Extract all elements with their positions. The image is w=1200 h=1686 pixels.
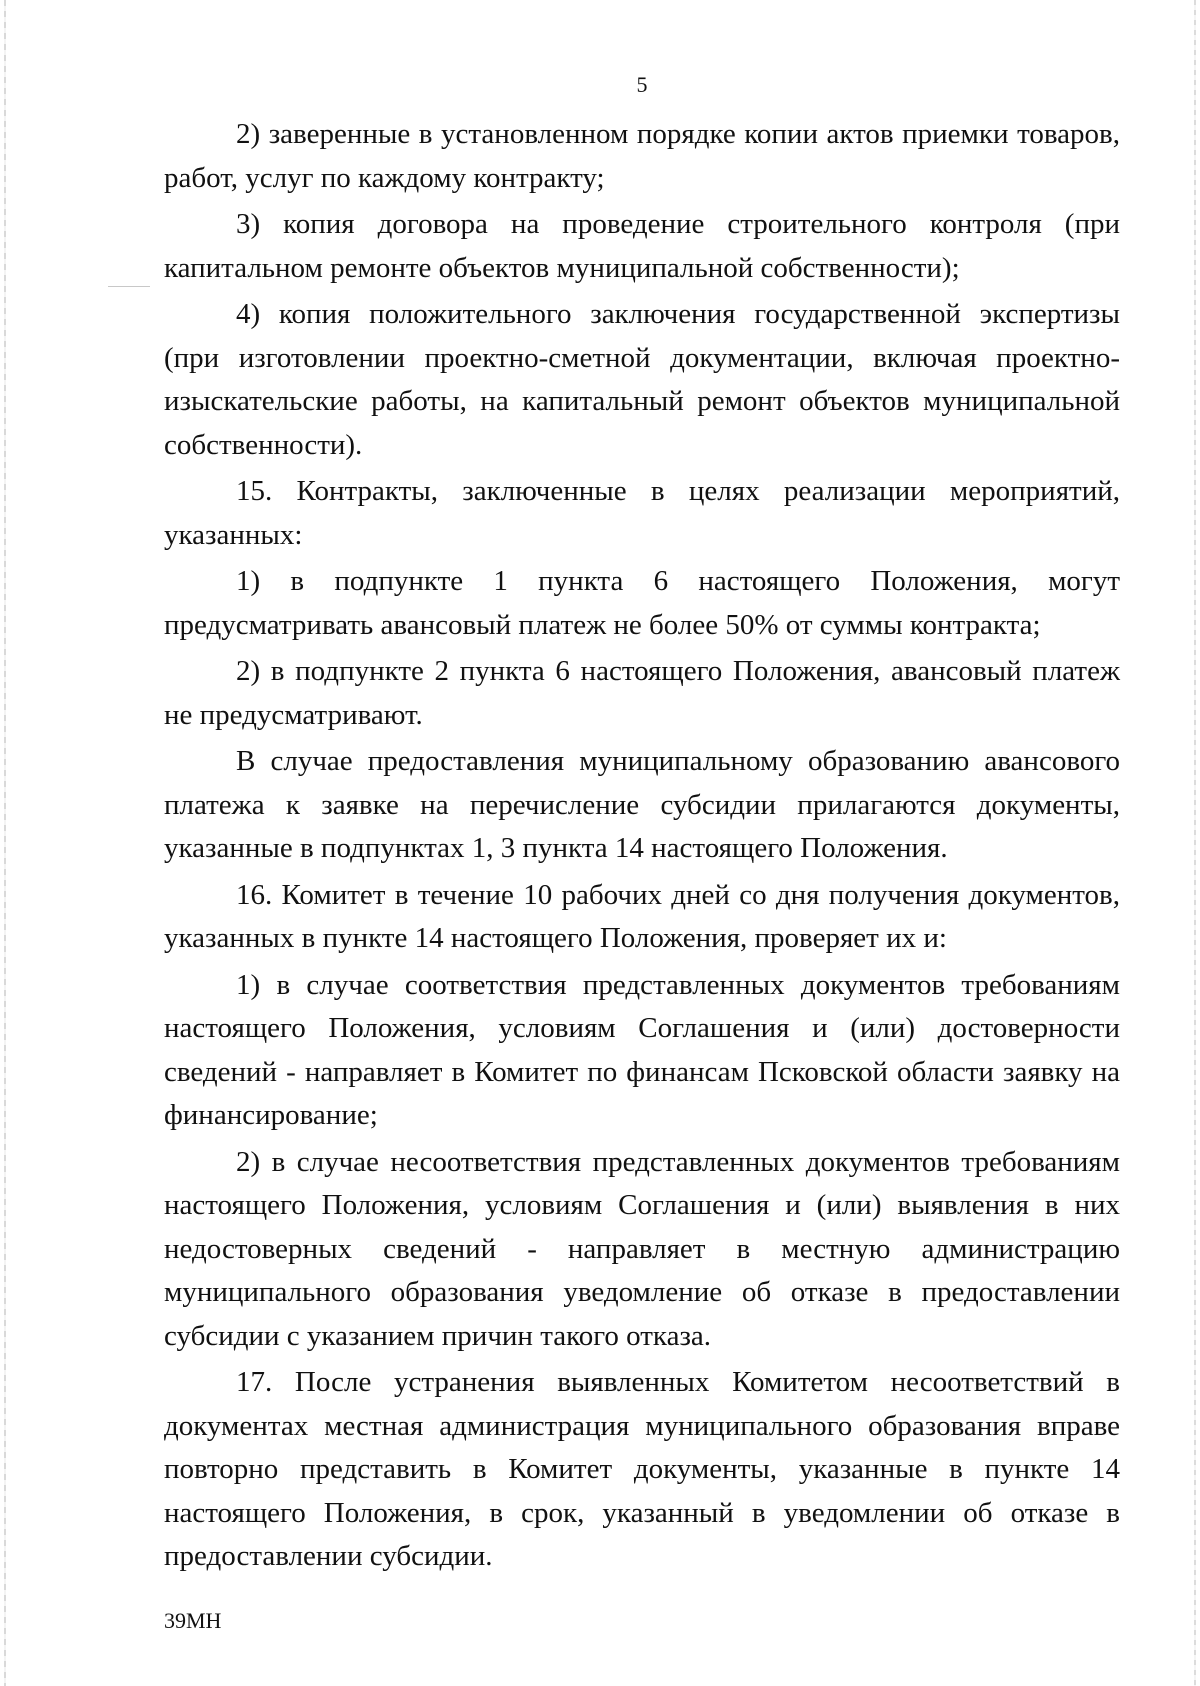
paragraph-15-subitem-1: 1) в подпункте 1 пункта 6 настоящего Положения, могут предусматривать авансовый платеж не более 50% от суммы контракта; [164,565,1120,641]
document-body [164,113,1120,1579]
paragraph-16-subitem-2: 2) в случае несоответствия представленных документов требованиям настоящего Положения, условиям Соглашения и (или) выявления в них недостоверных сведений - направляет в местную администрацию муниципального образования уведомление об отказе в предоставлении субсидии с указанием причин такого отказа. [164,1145,1120,1352]
paragraph-15-subitem-2: 2) в подпункте 2 пункта 6 настоящего Положения, авансовый платеж не предусматривают. [164,655,1120,731]
document-footer-code: 39МН [164,1608,222,1633]
paragraph-16-subitem-1: 1) в случае соответствия представленных документов требованиям настоящего Положения, условиям Соглашения и (или) достоверности сведений - направляет в Комитет по финансам Псковской области заявку на финансирование; [164,968,1120,1131]
paragraph-17-resubmission: 17. После устранения выявленных Комитетом несоответствий в документах местная администрация муниципального образования вправе повторно представить в Комитет документы, указанные в пункте 14 настоящего Положения, в срок, указанный в уведомлении об отказе в предоставлении субсидии. [164,1366,1120,1572]
paragraph-item-3-construction-control: 3) копия договора на проведение строительного контроля (при капитальном ремонте объектов муниципальной собственности); [164,208,1120,284]
paragraph-15-contracts: 15. Контракты, заключенные в целях реализации мероприятий, указанных: [164,475,1120,551]
paragraph-advance-payment: В случае предоставления муниципальному образованию авансового платежа к заявке на перечисление субсидии прилагаются документы, указанные в подпунктах 1, 3 пункта 14 настоящего Положения. [164,745,1120,864]
scan-left-edge [4,0,6,1686]
margin-line-mark [108,286,150,287]
page-number: 5 [636,72,648,97]
paragraph-16-committee-check: 16. Комитет в течение 10 рабочих дней со дня получения документов, указанных в пункте 14 настоящего Положения, проверяет их и: [164,878,1120,954]
paragraph-item-2-acceptance-acts: 2) заверенные в установленном порядке копии актов приемки товаров, работ, услуг по каждому контракту; [164,118,1120,194]
paragraph-item-4-state-expertise: 4) копия положительного заключения государственной экспертизы (при изготовлении проектно-сметной документации, включая проектно-изыскательские работы, на капитальный ремонт объектов муниципальной собственности). [164,298,1120,461]
scan-right-edge [1194,0,1196,1686]
